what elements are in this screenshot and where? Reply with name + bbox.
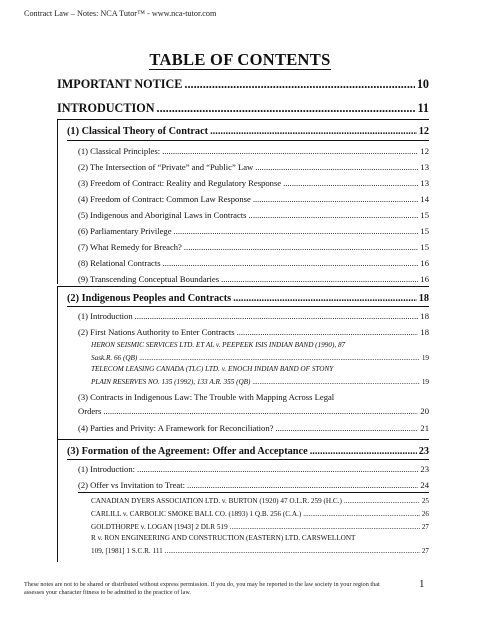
toc-item[interactable]: (2) The Intersection of “Private” and “Public” Law ..... 13 [78,160,429,172]
toc-item[interactable]: (7) What Remedy for Breach? ..... 15 [78,240,429,252]
page-header: Contract Law – Notes: NCA Tutor™ - www.nca-tutor.com [24,9,217,18]
section-border [57,119,58,284]
toc-section-indigenous-peoples[interactable]: (2) Indigenous Peoples and Contracts ..... 18 [67,290,429,304]
section-underline [67,140,429,141]
section-border [57,439,58,562]
section-divider [57,439,429,440]
toc-item[interactable]: (2) Offer vs Invitation to Treat: ..... 24 [78,478,429,490]
toc-item-contracts-indigenous-law[interactable]: (3) Contracts in Indigenous Law: The Trouble with Mapping Across Legal Orders ..... 20 [78,392,429,416]
toc-item[interactable]: (6) Parliamentary Privilege ..... 15 [78,224,429,236]
toc-section-formation[interactable]: (3) Formation of the Agreement: Offer and Acceptance ..... 23 [67,443,429,457]
footer-notice: These notes are not to be shared or distributed without express permission. If you do, you may be reported to the law society in your region that assesses your character fitness to be admitted to the practice of law. [24,581,380,596]
section-divider [57,119,429,120]
toc-item[interactable]: (5) Indigenous and Aboriginal Laws in Contracts ..... 15 [78,208,429,220]
page-title: TABLE OF CONTENTS [149,50,331,69]
section-underline [67,306,429,307]
toc-item[interactable]: (9) Transcending Conceptual Boundaries ..... 16 [78,272,429,284]
toc-item[interactable]: (3) Freedom of Contract: Reality and Regulatory Response ..... 13 [78,176,429,188]
page-number: 1 [419,578,425,590]
section-divider [57,286,429,287]
toc-item[interactable]: (1) Introduction ..... 18 [78,309,429,321]
toc-item[interactable]: (4) Freedom of Contract: Common Law Response ..... 14 [78,192,429,204]
toc-entry-important-notice[interactable]: IMPORTANT NOTICE ..... 10 [57,76,429,92]
toc-entry-introduction[interactable]: INTRODUCTION ..... 11 [57,100,429,116]
toc-item[interactable]: (1) Introduction: ..... 23 [78,462,429,474]
subsection-underline [78,492,429,493]
toc-item[interactable]: (8) Relational Contracts ..... 16 [78,256,429,268]
toc-item[interactable]: (2) First Nations Authority to Enter Contracts ..... 18 [78,325,429,337]
toc-case-telecom-leasing[interactable]: TELECOM LEASING CANADA (TLC) LTD. v. ENOCH INDIAN BAND OF STONY PLAIN RESERVES NO. 135 (1992), 133 A.R. 355 (QB) ..... 19 [91,365,429,386]
toc-item[interactable]: (1) Classical Principles: ..... 12 [78,144,429,156]
toc-item[interactable]: (4) Parties and Privity: A Framework for Reconciliation? ..... 21 [78,421,429,433]
toc-case[interactable]: GOLDTHORPE v. LOGAN [1943] 2 DLR 519 ..... 27 [91,521,429,531]
toc-case-heron-seismic[interactable]: HERON SEISMIC SERVICES LTD. ET AL v. PEEPEEK ISIS INDIAN BAND (1990), 87 Sask.R. 66 (QB) ..... 19 [91,341,429,362]
toc-section-classical-theory[interactable]: (1) Classical Theory of Contract ..... 12 [67,123,429,137]
toc-case[interactable]: CANADIAN DYERS ASSOCIATION LTD. v. BURTON (1920) 47 O.L.R. 259 (H.C.) ..... 25 [91,495,429,505]
toc-case-ron-engineering[interactable]: R v. RON ENGINEERING AND CONSTRUCTION (EASTERN) LTD. CARSWELLONT 109, [1981] 1 S.C.R. 111 ..... 27 [91,534,429,555]
section-underline [67,459,429,460]
toc-case[interactable]: CARLILL v. CARBOLIC SMOKE BALL CO. (1893) 1 Q.B. 256 (C.A.) ..... 26 [91,508,429,518]
